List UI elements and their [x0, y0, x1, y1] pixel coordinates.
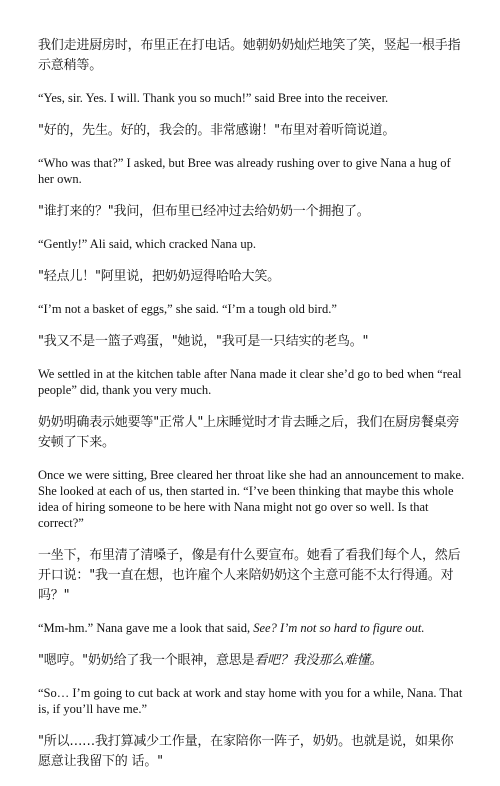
- paragraph-zh-4: "轻点儿！"阿里说，把奶奶逗得哈哈大笑。: [38, 269, 280, 284]
- paragraph-en-4: “I’m not a basket of eggs,” she said. “I’m a tough old bird.”: [38, 302, 337, 316]
- paragraph-zh-8-text: "嗯哼。"奶奶给了我一个眼神，意思是: [38, 653, 255, 668]
- paragraph-zh-5: "我又不是一篮子鸡蛋，"她说，"我可是一只结实的老鸟。": [38, 334, 369, 349]
- paragraph-zh-8-italic: 看吧？我没那么难懂。: [254, 653, 383, 668]
- paragraph-en-8: “So… I’m going to cut back at work and stay home with you for a while, Nana. That is, if you’ll have me.”: [38, 686, 463, 716]
- document-page: [38, 36, 466, 786]
- paragraph-en-7-italic: See? I’m not so hard to figure out.: [253, 621, 425, 635]
- paragraph-en-5: We settled in at the kitchen table after Nana made it clear she’d go to bed when “real people” did, thank you very much.: [38, 367, 462, 397]
- paragraph-zh-7: 一坐下，布里清了清嗓子，像是有什么要宣布。她看了看我们每个人，然后开口说："我一直在想，也许雇个人来陪奶奶这个主意可能不太行得通。对吗？": [38, 548, 461, 603]
- paragraph-zh-3: "谁打来的？"我问，但布里已经冲过去给奶奶一个拥抱了。: [38, 204, 370, 219]
- paragraph-zh-6: 奶奶明确表示她要等"正常人"上床睡觉时才肯去睡之后，我们在厨房餐桌旁安顿了下来。: [38, 415, 460, 450]
- paragraph-en-2: “Who was that?” I asked, but Bree was already rushing over to give Nana a hug of her own.: [38, 156, 451, 186]
- paragraph-zh-2: "好的，先生。好的，我会的。非常感谢！"布里对着听筒说道。: [38, 123, 396, 138]
- paragraph-zh-9: "所以……我打算减少工作量，在家陪你一阵子，奶奶。也就是说，如果你愿意让我留下的 话。": [38, 734, 454, 769]
- paragraph-en-6: Once we were sitting, Bree cleared her throat like she had an announcement to make. She looked at each of us, then started in. “I’ve been thinking that maybe this whole idea of hiring someone to be here with Nana might not go over so well. Is that correct?”: [38, 468, 465, 530]
- paragraph-zh-8: [38, 651, 466, 671]
- paragraph-en-7-text: “Mm-hm.” Nana gave me a look that said,: [38, 621, 254, 635]
- paragraph-en-3: “Gently!” Ali said, which cracked Nana up.: [38, 237, 256, 251]
- paragraph-en-7: [38, 620, 466, 636]
- paragraph-en-1: “Yes, sir. Yes. I will. Thank you so much!” said Bree into the receiver.: [38, 91, 389, 105]
- paragraph-zh-1: 我们走进厨房时，布里正在打电话。她朝奶奶灿烂地笑了笑，竖起一根手指示意稍等。: [38, 38, 461, 73]
